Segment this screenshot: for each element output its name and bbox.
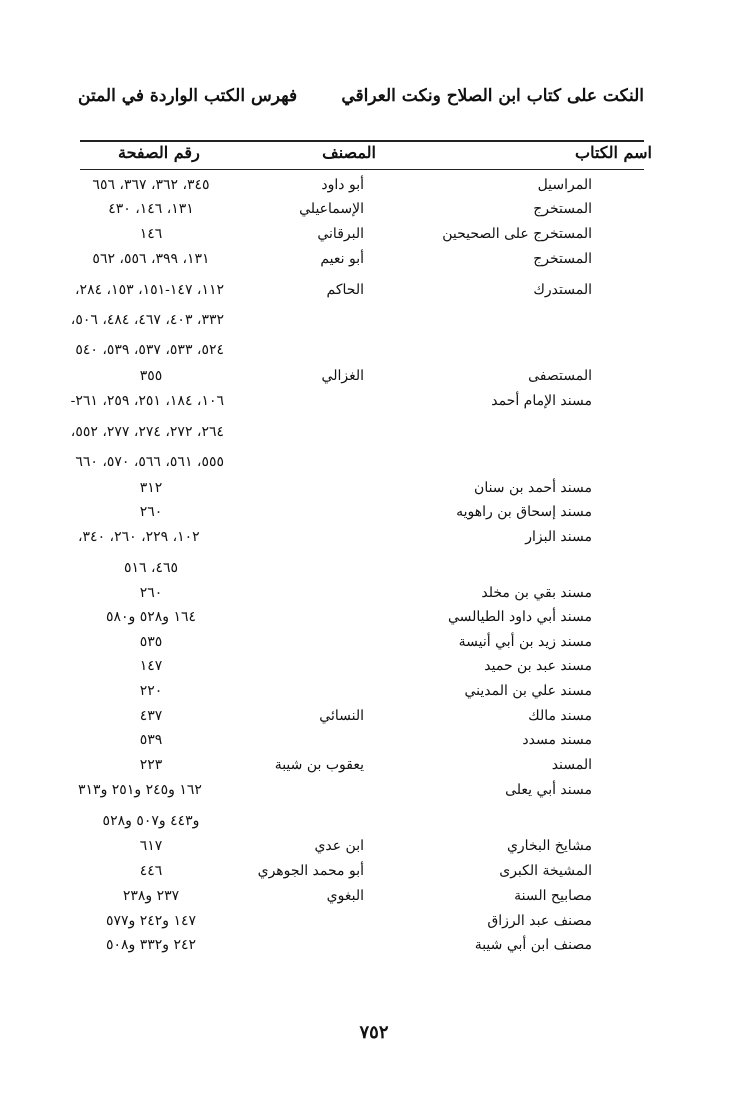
index-book-title: المسند (551, 757, 592, 773)
index-page-numbers: ١٣١، ١٤٦، ٤٣٠ (108, 201, 194, 217)
running-header-index-title: فهرس الكتب الواردة في المتن (78, 86, 298, 106)
index-page-numbers: ٤٦٥، ٥١٦ (123, 560, 179, 576)
index-page-numbers: ٢٦٤، ٢٧٢، ٢٧٤، ٢٧٧، ٥٥٢، (70, 424, 224, 440)
index-author: يعقوب بن شيبة (274, 757, 364, 773)
index-author: ابن عدي (314, 838, 364, 854)
index-author: البرقاني (317, 226, 364, 242)
index-author: أبو داود (321, 177, 364, 193)
index-page-numbers: ١٤٧ (139, 658, 163, 674)
index-page-numbers: ٥٥٥، ٥٦١، ٥٦٦، ٥٧٠، ٦٦٠ (75, 454, 224, 470)
index-author: الغزالي (321, 368, 364, 384)
index-book-title: مسند البزار (525, 529, 592, 545)
index-page-numbers: ١٤٦ (139, 226, 163, 242)
index-author: البغوي (326, 888, 364, 904)
index-book-title: مصابيح السنة (514, 888, 592, 904)
index-page-numbers: و٤٤٣ و٥٠٧ و٥٢٨ (102, 813, 200, 829)
running-header-book-title: النكت على كتاب ابن الصلاح ونكت العراقي (341, 86, 644, 106)
index-book-title: مسند عبد بن حميد (484, 658, 592, 674)
index-page-numbers: ١١٢، ١٤٧-١٥١، ١٥٣، ٢٨٤، (75, 282, 224, 298)
index-book-title: مصنف عبد الرزاق (487, 913, 592, 929)
index-page-numbers: ٢٦٠ (139, 585, 163, 601)
column-header-pages: رقم الصفحة (118, 143, 200, 162)
index-page-numbers: ١٣١، ٣٩٩، ٥٥٦، ٥٦٢ (92, 251, 210, 267)
index-page-numbers: ٣٣٢، ٤٠٣، ٤٦٧، ٤٨٤، ٥٠٦، (70, 312, 224, 328)
index-book-title: المستخرج (533, 201, 592, 217)
index-book-title: المراسيل (537, 177, 592, 193)
header-rule (80, 140, 644, 142)
index-page-numbers: ٢٦٠ (139, 504, 163, 520)
index-page-numbers: ٢٣٧ و٢٣٨ (122, 888, 180, 904)
index-book-title: المستخرج (533, 251, 592, 267)
index-page-numbers: ٤٤٦ (139, 863, 163, 879)
index-page-numbers: ٢٢٣ (139, 757, 163, 773)
index-book-title: مسند أبي داود الطيالسي (447, 609, 592, 625)
index-book-title: مصنف ابن أبي شيبة (474, 937, 592, 953)
index-page-numbers: ٢٢٠ (139, 683, 163, 699)
index-book-title: المشيخة الكبرى (499, 863, 592, 879)
index-book-title: مشايخ البخاري (506, 838, 592, 854)
index-page-numbers: ٤٣٧ (139, 708, 163, 724)
index-book-title: مسند زيد بن أبي أنيسة (458, 634, 592, 650)
index-book-title: مسند مسدد (522, 732, 592, 748)
index-book-title: مسند أبي يعلى (505, 782, 592, 798)
index-author: الحاكم (326, 282, 364, 298)
index-book-title: المستدرك (533, 282, 592, 298)
index-page-numbers: ١٠٢، ٢٢٩، ٢٦٠، ٣٤٠، (78, 529, 200, 545)
index-page-numbers: ٢٤٢ و٣٣٢ و٥٠٨ (105, 937, 197, 953)
column-header-author: المصنف (322, 143, 376, 162)
index-author: النسائي (319, 708, 364, 724)
index-page-numbers: ٣٥٥ (139, 368, 163, 384)
index-page-numbers: ٥٢٤، ٥٣٣، ٥٣٧، ٥٣٩، ٥٤٠ (75, 342, 224, 358)
index-book-title: مسند علي بن المديني (464, 683, 592, 699)
page-number: ٧٥٢ (359, 1022, 389, 1043)
index-author: أبو نعيم (320, 251, 364, 267)
index-page-numbers: ٣٤٥، ٣٦٢، ٣٦٧، ٦٥٦ (92, 177, 210, 193)
index-book-title: مسند الإمام أحمد (491, 393, 592, 409)
index-book-title: المستصفى (528, 368, 592, 384)
index-book-title: مسند إسحاق بن راهويه (456, 504, 592, 520)
index-page-numbers: ١٦٤ و٥٢٨ و٥٨٠ (105, 609, 197, 625)
index-book-title: مسند أحمد بن سنان (474, 480, 592, 496)
index-page-numbers: ١٠٦، ١٨٤، ٢٥١، ٢٥٩، ٢٦١- (70, 393, 224, 409)
column-header-rule (80, 169, 644, 170)
index-page-numbers: ٦١٧ (139, 838, 163, 854)
index-author: الإسماعيلي (299, 201, 364, 217)
index-page-numbers: ٣١٢ (139, 480, 163, 496)
index-author: أبو محمد الجوهري (257, 863, 364, 879)
index-book-title: مسند بقي بن مخلد (481, 585, 592, 601)
index-page-numbers: ١٤٧ و٢٤٢ و٥٧٧ (105, 913, 197, 929)
index-book-title: المستخرج على الصحيحين (442, 226, 592, 242)
index-page-numbers: ١٦٢ و٢٤٥ و٢٥١ و٣١٣ (78, 782, 202, 798)
column-header-book: اسم الكتاب (575, 143, 652, 162)
index-page-numbers: ٥٣٥ (139, 634, 163, 650)
index-book-title: مسند مالك (528, 708, 592, 724)
index-page-numbers: ٥٣٩ (139, 732, 163, 748)
